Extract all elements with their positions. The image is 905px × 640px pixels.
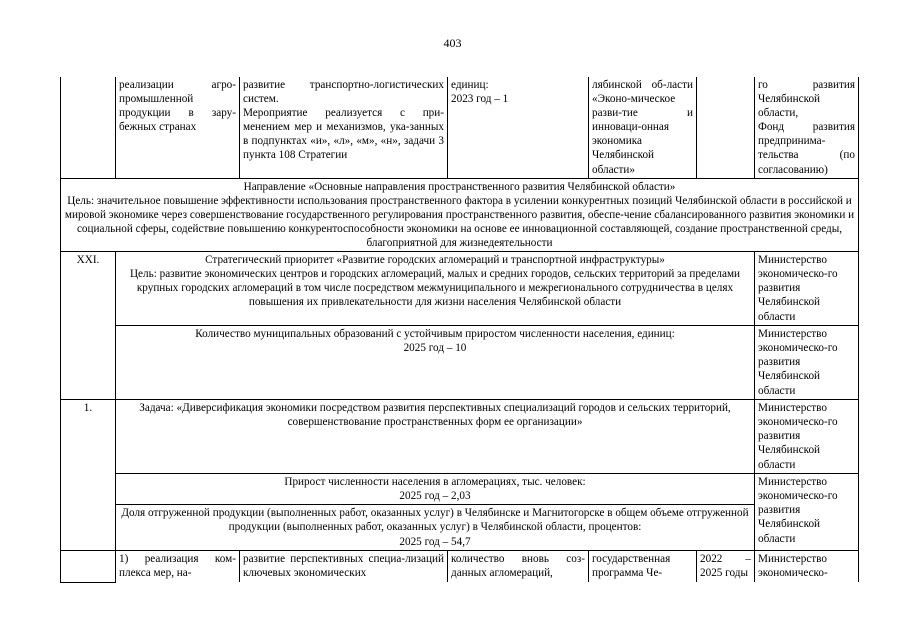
page-number: 403 bbox=[443, 36, 462, 50]
table-row-measure-1 bbox=[61, 550, 859, 582]
table-row-priority bbox=[61, 252, 859, 326]
table-row-task-indicator-2 bbox=[61, 505, 859, 550]
cell-program: лябинской об-ласти «Эконо-мическое разви-тие и инноваци-онная экономика Челябинской области» bbox=[589, 77, 697, 178]
task-number: 1. bbox=[61, 400, 116, 550]
strategy-plan-table bbox=[60, 77, 859, 583]
cell-content: развитие перспективных специа-лизаций ключевых экономических bbox=[240, 550, 448, 582]
direction-goal: Цель: значительное повышение эффективности использования пространственного фактора в усилении конкурентных позиций Челябинской области в российской и мировой экономике через совершенствование государственного регулирования пространственного развития, обеспе-чение сбалансированного развития экономики и социальной сферы, содействие повышению конкурентоспособности экономики на основе ее инновационной составляющей, создание пространственной среды, благоприятной для жизнедеятельности bbox=[64, 194, 855, 250]
priority-responsible: Министерство экономическо-го развития Челябинской области bbox=[755, 252, 859, 326]
cell-event: 1) реализация ком-плекса мер, на- bbox=[116, 550, 240, 582]
table-row-task bbox=[61, 400, 859, 474]
task-indicators-responsible: Министерство экономическо-го развития Челябинской области bbox=[755, 474, 859, 550]
table-row-direction bbox=[61, 178, 859, 251]
priority-title: Стратегический приоритет «Развитие городских агломераций и транспортной инфраструктуры» bbox=[205, 254, 665, 267]
cell-responsible: Министерство экономическо- bbox=[755, 550, 859, 582]
task-indicator-2: Доля отгруженной продукции (выполненных работ, оказанных услуг) в Челябинске и Магнитогорске в общем объеме отгруженной продукции (выполненных работ, оказанных услуг) в Челябинской области, процентов: 2025 год – 54,7 bbox=[116, 505, 755, 550]
cell-content: развитие транспортно-логистических систем. Мероприятие реализуется с при-менением мер и механизмов, ука-занных в подпунктах «и», «л», «м», «н», задачи 3 пункта 108 Стратегии bbox=[240, 77, 448, 178]
cell-number bbox=[61, 77, 116, 178]
task-indicator-1: Прирост численности населения в агломерациях, тыс. человек: 2025 год – 2,03 bbox=[116, 474, 755, 505]
task-title: Задача: «Диверсификация экономики посредством развития перспективных специализаций городов и сельских территорий, совершенствование пространственных форм ее организации» bbox=[116, 400, 755, 474]
cell-responsible: го развития Челябинской области, Фонд развития предпринима-тельства (по согласованию) bbox=[755, 77, 859, 178]
cell-program: государственная программа Че- bbox=[589, 550, 697, 582]
priority-cell bbox=[116, 252, 755, 326]
cell-event: реализации агро-промышленной продукции в зару-бежных странах bbox=[116, 77, 240, 178]
priority-goal: Цель: развитие экономических центров и городских агломераций, малых и средних городов, сельских территорий за пределами крупных городских агломераций в том числе посредством межмуниципального и межрегионального сотрудничества в целях повышения их привлекательности для жизни населения Челябинской области bbox=[129, 268, 741, 309]
table-row-continuation bbox=[61, 77, 859, 178]
priority-indicator: Количество муниципальных образований с устойчивым приростом численности населения, единиц: 2025 год – 10 bbox=[116, 326, 755, 400]
priority-indicator-responsible: Министерство экономическо-го развития Челябинской области bbox=[755, 326, 859, 400]
priority-number: XXI. bbox=[61, 252, 116, 400]
direction-title: Направление «Основные направления пространственного развития Челябинской области» bbox=[243, 180, 676, 193]
cell-period: 2022 – 2025 годы bbox=[697, 550, 755, 582]
cell-indicator: единиц: 2023 год – 1 bbox=[448, 77, 589, 178]
cell-number bbox=[61, 550, 116, 582]
cell-period bbox=[697, 77, 755, 178]
cell-indicator: количество вновь соз-данных агломераций, bbox=[448, 550, 589, 582]
direction-cell bbox=[61, 178, 859, 251]
table-row-priority-indicator bbox=[61, 326, 859, 400]
table-row-task-indicator-1 bbox=[61, 474, 859, 505]
task-responsible: Министерство экономическо-го развития Челябинской области bbox=[755, 400, 859, 474]
